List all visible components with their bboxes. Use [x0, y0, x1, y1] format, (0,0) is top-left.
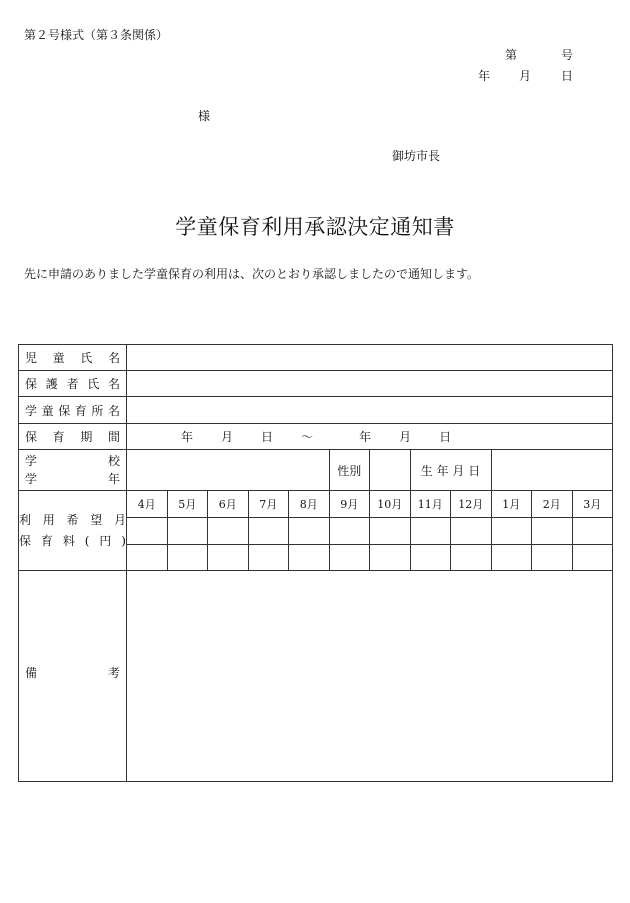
recipient-suffix: 様: [198, 109, 211, 123]
remarks-label: 備 考: [19, 571, 127, 782]
application-table: [18, 344, 613, 782]
guardian-name-label: 保 護 者 氏 名: [19, 371, 127, 397]
remarks-row: [19, 571, 613, 782]
month-usage-cell[interactable]: [167, 518, 208, 545]
fee-cell[interactable]: [167, 545, 208, 571]
school-grade-label: 学 校 学 年: [19, 450, 127, 491]
fee-cell[interactable]: [248, 545, 289, 571]
period-end-month: 月: [399, 430, 412, 444]
sender-name: 御坊市長: [392, 149, 441, 163]
month-usage-cell[interactable]: [370, 518, 411, 545]
fee-cell[interactable]: [370, 545, 411, 571]
month-header: 1月: [491, 491, 532, 518]
month-usage-cell[interactable]: [410, 518, 451, 545]
month-usage-cell[interactable]: [289, 518, 330, 545]
form-number-label: 第２号様式（第３条関係）: [24, 28, 169, 42]
month-usage-cell[interactable]: [572, 518, 613, 545]
period-start-year: 年: [181, 430, 194, 444]
month-header: 3月: [572, 491, 613, 518]
fee-cell[interactable]: [451, 545, 492, 571]
guardian-name-field[interactable]: [127, 371, 613, 397]
month-header: 11月: [410, 491, 451, 518]
fee-cell[interactable]: [329, 545, 370, 571]
fee-cell[interactable]: [127, 545, 168, 571]
period-end-year: 年: [359, 430, 372, 444]
gender-label: 性別: [329, 450, 370, 491]
intro-text: 先に申請のありました学童保育の利用は、次のとおり承認しましたので通知します。: [24, 267, 480, 281]
month-usage-cell[interactable]: [532, 518, 573, 545]
document-title: 学童保育利用承認決定通知書: [175, 215, 455, 239]
guardian-name-row: [19, 371, 613, 397]
period-separator: ～: [301, 430, 314, 444]
period-label: 保 育 期 間: [19, 424, 127, 450]
fee-cell[interactable]: [289, 545, 330, 571]
month-usage-cell[interactable]: [491, 518, 532, 545]
month-header: 7月: [248, 491, 289, 518]
school-grade-field[interactable]: [127, 450, 330, 491]
month-header: 9月: [329, 491, 370, 518]
period-end-day: 日: [439, 430, 452, 444]
facility-label: 学 童 保 育 所 名: [19, 397, 127, 424]
gender-field[interactable]: [370, 450, 411, 491]
month-header: 8月: [289, 491, 330, 518]
months-header-row: [19, 491, 613, 518]
month-fee-label: 利 用 希 望 月 保 育 料 ( 円 ): [19, 491, 127, 571]
month-usage-cell[interactable]: [127, 518, 168, 545]
doc-number-prefix: 第: [505, 48, 518, 62]
school-row: [19, 450, 613, 491]
child-name-label: 児 童 氏 名: [19, 345, 127, 371]
birthdate-field[interactable]: [491, 450, 613, 491]
doc-number-suffix: 号: [561, 48, 574, 62]
month-header: 12月: [451, 491, 492, 518]
fee-cell[interactable]: [572, 545, 613, 571]
month-usage-cell[interactable]: [329, 518, 370, 545]
period-start-day: 日: [261, 430, 274, 444]
month-header: 6月: [208, 491, 249, 518]
doc-date-year: 年: [478, 69, 491, 83]
child-name-field[interactable]: [127, 345, 613, 371]
doc-date-day: 日: [561, 69, 574, 83]
remarks-field[interactable]: [127, 571, 613, 782]
period-field[interactable]: [127, 424, 613, 450]
month-header: 4月: [127, 491, 168, 518]
month-header: 10月: [370, 491, 411, 518]
doc-date-month: 月: [519, 69, 532, 83]
fee-cell[interactable]: [491, 545, 532, 571]
month-header: 2月: [532, 491, 573, 518]
facility-row: [19, 397, 613, 424]
facility-field[interactable]: [127, 397, 613, 424]
fee-cell[interactable]: [208, 545, 249, 571]
period-start-month: 月: [221, 430, 234, 444]
fee-cell[interactable]: [532, 545, 573, 571]
period-row: [19, 424, 613, 450]
fee-cell[interactable]: [410, 545, 451, 571]
month-usage-cell[interactable]: [208, 518, 249, 545]
month-usage-cell[interactable]: [451, 518, 492, 545]
birthdate-label: 生 年 月 日: [410, 450, 491, 491]
child-name-row: [19, 345, 613, 371]
month-header: 5月: [167, 491, 208, 518]
month-usage-cell[interactable]: [248, 518, 289, 545]
